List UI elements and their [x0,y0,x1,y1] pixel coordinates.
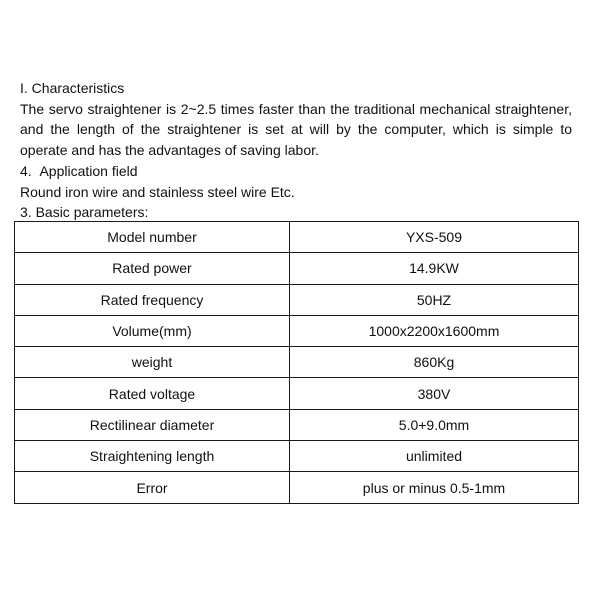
application-field-heading: 4. Application field [20,162,138,179]
characteristics-heading: I. Characteristics [20,80,125,96]
param-label: Rectilinear diameter [15,409,290,440]
param-label: Rated frequency [15,284,290,315]
table-row [15,284,579,315]
param-label: Model number [15,222,290,253]
param-value: unlimited [290,441,579,472]
param-value: 5.0+9.0mm [290,409,579,440]
table-row [15,347,579,378]
param-value: 50HZ [290,284,579,315]
basic-parameters-heading: 3. Basic parameters: [20,204,149,221]
param-value: plus or minus 0.5-1mm [290,472,579,503]
param-label: Error [15,472,290,503]
table-row [15,472,579,503]
param-value: 380V [290,378,579,409]
characteristics-body: The servo straightener is 2~2.5 times faster than the traditional mechanical straightener, and the length of the straightener is set at will by the computer, which is simple to operate and has the advantages of saving labor. [20,100,572,159]
param-value: 1000x2200x1600mm [290,315,579,346]
param-label: Volume(mm) [15,315,290,346]
param-label: Straightening length [15,441,290,472]
application-field-body: Round iron wire and stainless steel wire Etc. [20,183,295,200]
param-label: weight [15,347,290,378]
param-value: 860Kg [290,347,579,378]
table-row [15,409,579,440]
document-text [20,78,572,223]
param-label: Rated power [15,253,290,284]
table-row [15,222,579,253]
table-row [15,315,579,346]
param-value: YXS-509 [290,222,579,253]
param-label: Rated voltage [15,378,290,409]
parameters-table [14,221,579,504]
table-row [15,378,579,409]
table-row [15,253,579,284]
table-row [15,441,579,472]
param-value: 14.9KW [290,253,579,284]
